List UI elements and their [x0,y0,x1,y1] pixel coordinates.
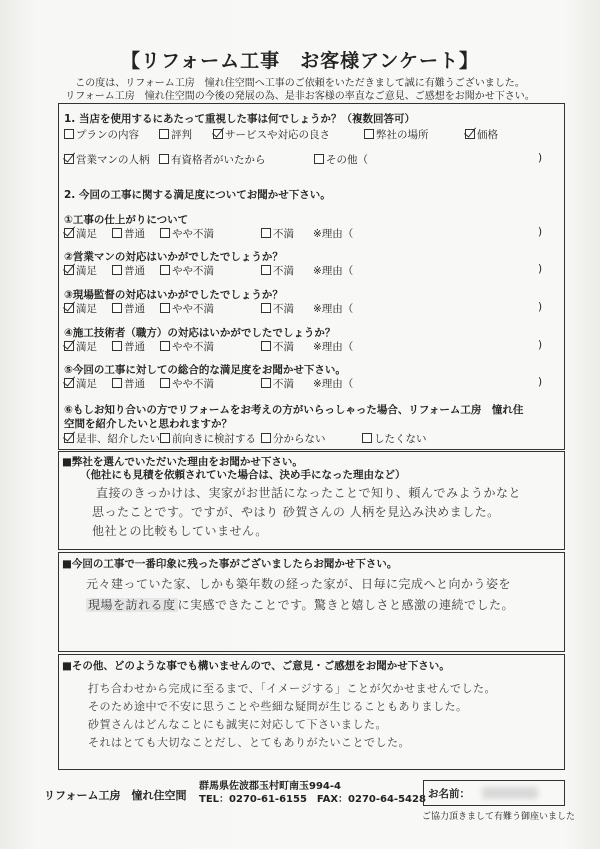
q6-option-consider[interactable]: 前向きに検討する [160,431,256,446]
q2-item-2-title: ②営業マンの対応はいかがでしたでしょうか？ [64,251,283,263]
scale-reason: ※理由（ [313,265,354,277]
impression-highlight: 現場を訪れる度 [88,598,176,612]
intro-line-2: リフォーム工房 憧れ住空間の今後の発展の為、是非お客様の率直なご意見、ご感想をお聞かせ下さい。 [65,91,535,102]
scale-reason-close: ) [538,301,543,313]
checkbox-icon[interactable] [64,129,74,139]
reason-title-line-1: ■弊社を選んでいただいた理由をお聞かせ下さい。 [62,456,303,468]
scale-dissatisfied[interactable]: 不満 [261,339,294,354]
checkbox-checked-icon[interactable] [64,154,74,164]
scale-reason-close: ) [538,226,543,238]
checkbox-icon[interactable] [160,433,170,443]
q2-title: 2. 今回の工事に関する満足度についてお聞かせ下さい。 [64,189,331,201]
checkbox-icon[interactable] [261,378,271,388]
checkbox-checked-icon[interactable] [64,303,74,313]
q1-option-price[interactable]: 価格 [465,127,498,142]
scale-normal[interactable]: 普通 [112,226,145,241]
name-redacted [482,787,538,799]
intro-text [0,77,600,103]
checkbox-icon[interactable] [261,228,271,238]
q2-item-1-title: ①工事の仕上がりについて [64,214,189,226]
q1-other-close: ) [538,152,543,164]
reason-answer-line-2: 思ったことです。ですが、やはり 砂賀さんの 人柄を見込み決めました。 [92,505,500,519]
scale-satisfied[interactable]: 満足 [64,376,97,391]
checkbox-icon[interactable] [160,341,170,351]
checkbox-icon[interactable] [159,129,169,139]
checkbox-icon[interactable] [261,265,271,275]
scale-satisfied[interactable]: 満足 [64,263,97,278]
checkbox-icon[interactable] [261,341,271,351]
q6-option-no[interactable]: したくない [362,431,427,446]
scale-reason: ※理由（ [313,303,354,315]
q1-title: 1. 当店を使用するにあたって重視した事は何でしょうか？（複数回答可） [64,113,415,125]
other-answer-line-3: 砂賀さんはどんなことにも誠実に対応して下さいました。 [88,718,387,731]
checkbox-icon[interactable] [112,265,122,275]
other-answer-line-4: それはとても大切なことだし、とてもありがたいことでした。 [88,736,410,749]
impression-title: ■今回の工事で一番印象に残った事がございましたらお聞かせ下さい。 [62,558,398,570]
q2-item-4-title: ④施工技術者（職方）の対応はいかがでしたでしょうか？ [64,327,336,339]
checkbox-icon[interactable] [112,378,122,388]
scale-somewhat-dissatisfied[interactable]: やや不満 [160,226,214,241]
checkbox-icon[interactable] [160,265,170,275]
checkbox-icon[interactable] [261,303,271,313]
reason-answer-line-1: 直接のきっかけは、実家がお世話になったことで知り、頼んでみようかなと [96,486,522,500]
other-answer-line-2: そのため途中で不安に思うことや些細な疑問が生じることもありました。 [88,700,468,713]
reason-answer-line-3: 他社との比較もしていません。 [92,524,268,538]
scale-normal[interactable]: 普通 [112,301,145,316]
checkbox-checked-icon[interactable] [465,129,475,139]
impression-answer-line-2 [86,596,514,613]
scale-somewhat-dissatisfied[interactable]: やや不満 [160,339,214,354]
footer-tel: TEL：0270-61-6155 FAX：0270-64-5428 [199,793,426,805]
q6-option-unsure[interactable]: 分からない [261,431,326,446]
q6-option-recommend[interactable]: 是非、紹介したい [64,431,160,446]
scale-reason-close: ) [538,339,543,351]
scale-somewhat-dissatisfied[interactable]: やや不満 [160,301,214,316]
survey-title: 【リフォーム工事 お客様アンケート】 [121,50,479,72]
scale-satisfied[interactable]: 満足 [64,339,97,354]
scale-dissatisfied[interactable]: 不満 [261,226,294,241]
other-answer-line-1: 打ち合わせから完成に至るまで、「イメージする」ことが欠かせませんでした。 [88,682,496,695]
name-field[interactable] [423,780,565,806]
checkbox-checked-icon[interactable] [64,228,74,238]
intro-line-1: この度は、リフォーム工房 憧れ住空間へ工事のご依頼をいただきまして誠に有難うございました。 [75,78,525,89]
checkbox-icon[interactable] [112,303,122,313]
checkbox-checked-icon[interactable] [64,378,74,388]
q1-option-location[interactable]: 弊社の場所 [364,127,429,142]
checkbox-icon[interactable] [112,341,122,351]
q1-option-plan[interactable]: プランの内容 [64,127,139,142]
q2-item-5-title: ⑤今回の工事に対しての総合的な満足度をお聞かせ下さい。 [64,364,346,376]
checkbox-icon[interactable] [362,433,372,443]
scale-somewhat-dissatisfied[interactable]: やや不満 [160,376,214,391]
q6-title-line-2: 空間を紹介したいと思われますか？ [64,418,232,430]
q1-option-other[interactable]: その他（ [314,152,368,167]
q2-item-3-title: ③現場監督の対応はいかがでしたでしょうか？ [64,289,283,301]
checkbox-checked-icon[interactable] [64,265,74,275]
other-title: ■その他、どのような事でも構いませんので、ご意見・ご感想をお聞かせ下さい。 [62,660,450,672]
scale-reason-close: ) [538,376,543,388]
checkbox-icon[interactable] [160,378,170,388]
reason-title-line-2: （他社にも見積を依頼されていた場合は、決め手になった理由など） [80,469,406,481]
scale-somewhat-dissatisfied[interactable]: やや不満 [160,263,214,278]
scale-reason-close: ) [538,263,543,275]
checkbox-icon[interactable] [314,154,324,164]
scale-dissatisfied[interactable]: 不満 [261,263,294,278]
impression-answer-rest: に実感できたことです。驚きと嬉しさと感激の連続でした。 [177,598,515,612]
thanks-text: ご協力頂きまして有難う御座いました [422,812,576,822]
footer-address: 群馬県佐波郡玉村町南玉994-4 [199,781,341,792]
checkbox-icon[interactable] [364,129,374,139]
scale-reason: ※理由（ [313,228,354,240]
checkbox-checked-icon[interactable] [213,129,223,139]
checkbox-checked-icon[interactable] [64,341,74,351]
q1-option-qualified[interactable]: 有資格者がいたから [159,152,266,167]
scale-dissatisfied[interactable]: 不満 [261,301,294,316]
scale-normal[interactable]: 普通 [112,339,145,354]
checkbox-checked-icon[interactable] [64,433,74,443]
scale-satisfied[interactable]: 満足 [64,301,97,316]
q1-option-reputation[interactable]: 評判 [159,127,192,142]
scale-reason: ※理由（ [313,378,354,390]
checkbox-icon[interactable] [160,303,170,313]
footer-company: リフォーム工房 憧れ住空間 [44,789,187,802]
scale-normal[interactable]: 普通 [112,376,145,391]
name-label: お名前： [428,788,470,800]
scale-normal[interactable]: 普通 [112,263,145,278]
q1-option-sales-person[interactable]: 営業マンの人柄 [64,152,150,167]
checkbox-icon[interactable] [160,228,170,238]
footer-address-block [199,781,426,806]
q1-option-service[interactable]: サービスや対応の良さ [213,127,330,142]
scale-satisfied[interactable]: 満足 [64,226,97,241]
checkbox-icon[interactable] [112,228,122,238]
q6-title-line-1: ⑥もしお知り合いの方でリフォームをお考えの方がいらっしゃった場合、リフォーム工房 憧れ住 [64,404,524,416]
scale-reason: ※理由（ [313,341,354,353]
checkbox-icon[interactable] [261,433,271,443]
impression-answer-line-1: 元々建っていた家、しかも築年数の経った家が、日毎に完成へと向かう姿を [86,577,512,591]
checkbox-icon[interactable] [159,154,169,164]
scale-dissatisfied[interactable]: 不満 [261,376,294,391]
